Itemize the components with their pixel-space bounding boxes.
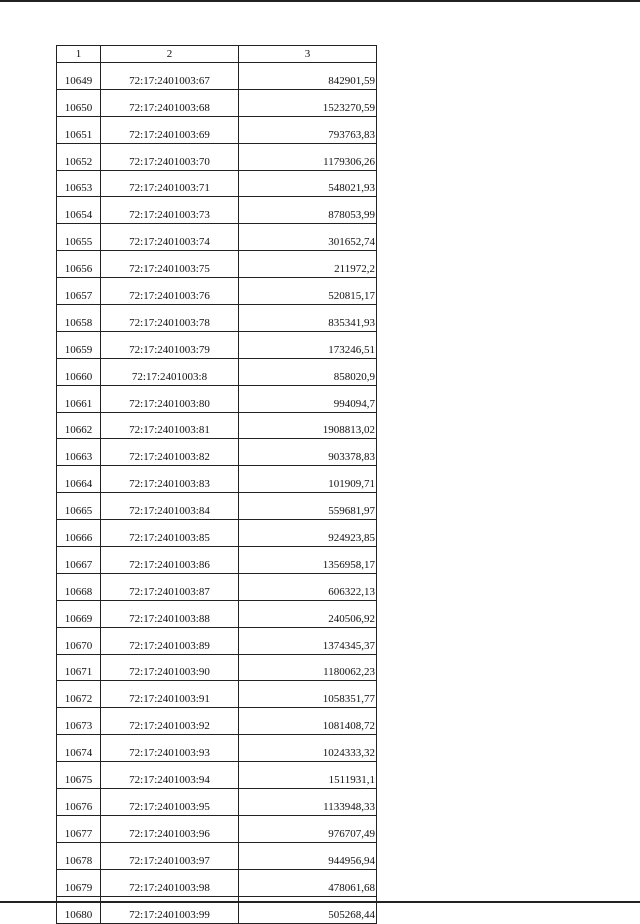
table-row [57, 708, 377, 735]
cadastral-number: 72:17:2401003:99 [101, 896, 239, 923]
table-row [57, 385, 377, 412]
cadastral-value: 1511931,1 [239, 762, 377, 789]
cadastral-number: 72:17:2401003:86 [101, 547, 239, 574]
row-number: 10650 [57, 89, 101, 116]
cadastral-value: 520815,17 [239, 278, 377, 305]
cadastral-number: 72:17:2401003:93 [101, 735, 239, 762]
cadastral-number: 72:17:2401003:81 [101, 412, 239, 439]
cadastral-value: 858020,9 [239, 358, 377, 385]
row-number: 10677 [57, 815, 101, 842]
table-row [57, 89, 377, 116]
row-number: 10675 [57, 762, 101, 789]
cadastral-value: 878053,99 [239, 197, 377, 224]
table-row [57, 654, 377, 681]
cadastral-value: 606322,13 [239, 573, 377, 600]
row-number: 10660 [57, 358, 101, 385]
cadastral-number: 72:17:2401003:87 [101, 573, 239, 600]
table-row [57, 116, 377, 143]
row-number: 10678 [57, 842, 101, 869]
cadastral-number: 72:17:2401003:80 [101, 385, 239, 412]
cadastral-value: 478061,68 [239, 869, 377, 896]
table-row [57, 547, 377, 574]
row-number: 10667 [57, 547, 101, 574]
cadastral-value: 559681,97 [239, 493, 377, 520]
table-row [57, 251, 377, 278]
cadastral-value: 1374345,37 [239, 627, 377, 654]
row-number: 10658 [57, 305, 101, 332]
table-row [57, 63, 377, 90]
cadastral-value: 505268,44 [239, 896, 377, 923]
cadastral-value: 1908813,02 [239, 412, 377, 439]
cadastral-value: 1180062,23 [239, 654, 377, 681]
cadastral-value: 924923,85 [239, 520, 377, 547]
cadastral-value: 903378,83 [239, 439, 377, 466]
table-row [57, 869, 377, 896]
cadastral-value: 1024333,32 [239, 735, 377, 762]
table-row [57, 789, 377, 816]
cadastral-number: 72:17:2401003:88 [101, 600, 239, 627]
cadastral-value: 793763,83 [239, 116, 377, 143]
row-number: 10654 [57, 197, 101, 224]
row-number: 10670 [57, 627, 101, 654]
cadastral-number: 72:17:2401003:89 [101, 627, 239, 654]
cadastral-value: 173246,51 [239, 331, 377, 358]
cadastral-value: 835341,93 [239, 305, 377, 332]
table-row [57, 331, 377, 358]
cadastral-number: 72:17:2401003:76 [101, 278, 239, 305]
table-row [57, 358, 377, 385]
table-row [57, 815, 377, 842]
row-number: 10651 [57, 116, 101, 143]
cadastral-number: 72:17:2401003:73 [101, 197, 239, 224]
row-number: 10662 [57, 412, 101, 439]
table-row [57, 224, 377, 251]
table-row [57, 143, 377, 170]
row-number: 10676 [57, 789, 101, 816]
cadastral-value: 1058351,77 [239, 681, 377, 708]
cadastral-value: 1081408,72 [239, 708, 377, 735]
table-row [57, 735, 377, 762]
row-number: 10669 [57, 600, 101, 627]
table-row [57, 842, 377, 869]
cadastral-number: 72:17:2401003:95 [101, 789, 239, 816]
cadastral-number: 72:17:2401003:8 [101, 358, 239, 385]
cadastral-number: 72:17:2401003:71 [101, 170, 239, 197]
cadastral-number: 72:17:2401003:83 [101, 466, 239, 493]
table-row [57, 466, 377, 493]
cadastral-value: 944956,94 [239, 842, 377, 869]
row-number: 10659 [57, 331, 101, 358]
column-header-cadastral: 2 [101, 46, 239, 63]
row-number: 10665 [57, 493, 101, 520]
cadastral-value: 1523270,59 [239, 89, 377, 116]
cadastral-number: 72:17:2401003:91 [101, 681, 239, 708]
cadastral-number: 72:17:2401003:90 [101, 654, 239, 681]
cadastral-value: 301652,74 [239, 224, 377, 251]
cadastral-value: 994094,7 [239, 385, 377, 412]
cadastral-number: 72:17:2401003:98 [101, 869, 239, 896]
row-number: 10674 [57, 735, 101, 762]
cadastral-value: 1133948,33 [239, 789, 377, 816]
table-row [57, 278, 377, 305]
row-number: 10666 [57, 520, 101, 547]
cadastral-number: 72:17:2401003:94 [101, 762, 239, 789]
cadastral-number: 72:17:2401003:69 [101, 116, 239, 143]
cadastral-value: 211972,2 [239, 251, 377, 278]
cadastral-number: 72:17:2401003:84 [101, 493, 239, 520]
page-top-edge [0, 0, 640, 2]
table-body [57, 63, 377, 924]
cadastral-value: 976707,49 [239, 815, 377, 842]
row-number: 10664 [57, 466, 101, 493]
table-row [57, 573, 377, 600]
table-row [57, 170, 377, 197]
cadastral-number: 72:17:2401003:75 [101, 251, 239, 278]
cadastral-value-table [56, 45, 377, 924]
page-bottom-edge [0, 901, 640, 903]
row-number: 10679 [57, 869, 101, 896]
row-number: 10652 [57, 143, 101, 170]
row-number: 10673 [57, 708, 101, 735]
cadastral-number: 72:17:2401003:82 [101, 439, 239, 466]
table-header-row [57, 46, 377, 63]
row-number: 10672 [57, 681, 101, 708]
table-row [57, 197, 377, 224]
cadastral-value: 548021,93 [239, 170, 377, 197]
row-number: 10655 [57, 224, 101, 251]
table-row [57, 520, 377, 547]
cadastral-number: 72:17:2401003:92 [101, 708, 239, 735]
cadastral-value: 842901,59 [239, 63, 377, 90]
cadastral-number: 72:17:2401003:85 [101, 520, 239, 547]
row-number: 10653 [57, 170, 101, 197]
table-row [57, 681, 377, 708]
table-row [57, 412, 377, 439]
table-row [57, 600, 377, 627]
column-header-number: 1 [57, 46, 101, 63]
row-number: 10671 [57, 654, 101, 681]
cadastral-number: 72:17:2401003:74 [101, 224, 239, 251]
row-number: 10680 [57, 896, 101, 923]
row-number: 10656 [57, 251, 101, 278]
cadastral-number: 72:17:2401003:79 [101, 331, 239, 358]
row-number: 10661 [57, 385, 101, 412]
table-row [57, 762, 377, 789]
cadastral-value: 1179306,26 [239, 143, 377, 170]
cadastral-number: 72:17:2401003:78 [101, 305, 239, 332]
cadastral-value: 1356958,17 [239, 547, 377, 574]
cadastral-number: 72:17:2401003:67 [101, 63, 239, 90]
cadastral-value: 101909,71 [239, 466, 377, 493]
table-row [57, 493, 377, 520]
row-number: 10668 [57, 573, 101, 600]
table-row [57, 627, 377, 654]
cadastral-value: 240506,92 [239, 600, 377, 627]
table-row [57, 305, 377, 332]
row-number: 10657 [57, 278, 101, 305]
cadastral-number: 72:17:2401003:97 [101, 842, 239, 869]
row-number: 10663 [57, 439, 101, 466]
column-header-value: 3 [239, 46, 377, 63]
cadastral-number: 72:17:2401003:96 [101, 815, 239, 842]
cadastral-number: 72:17:2401003:70 [101, 143, 239, 170]
row-number: 10649 [57, 63, 101, 90]
table-row [57, 439, 377, 466]
cadastral-number: 72:17:2401003:68 [101, 89, 239, 116]
